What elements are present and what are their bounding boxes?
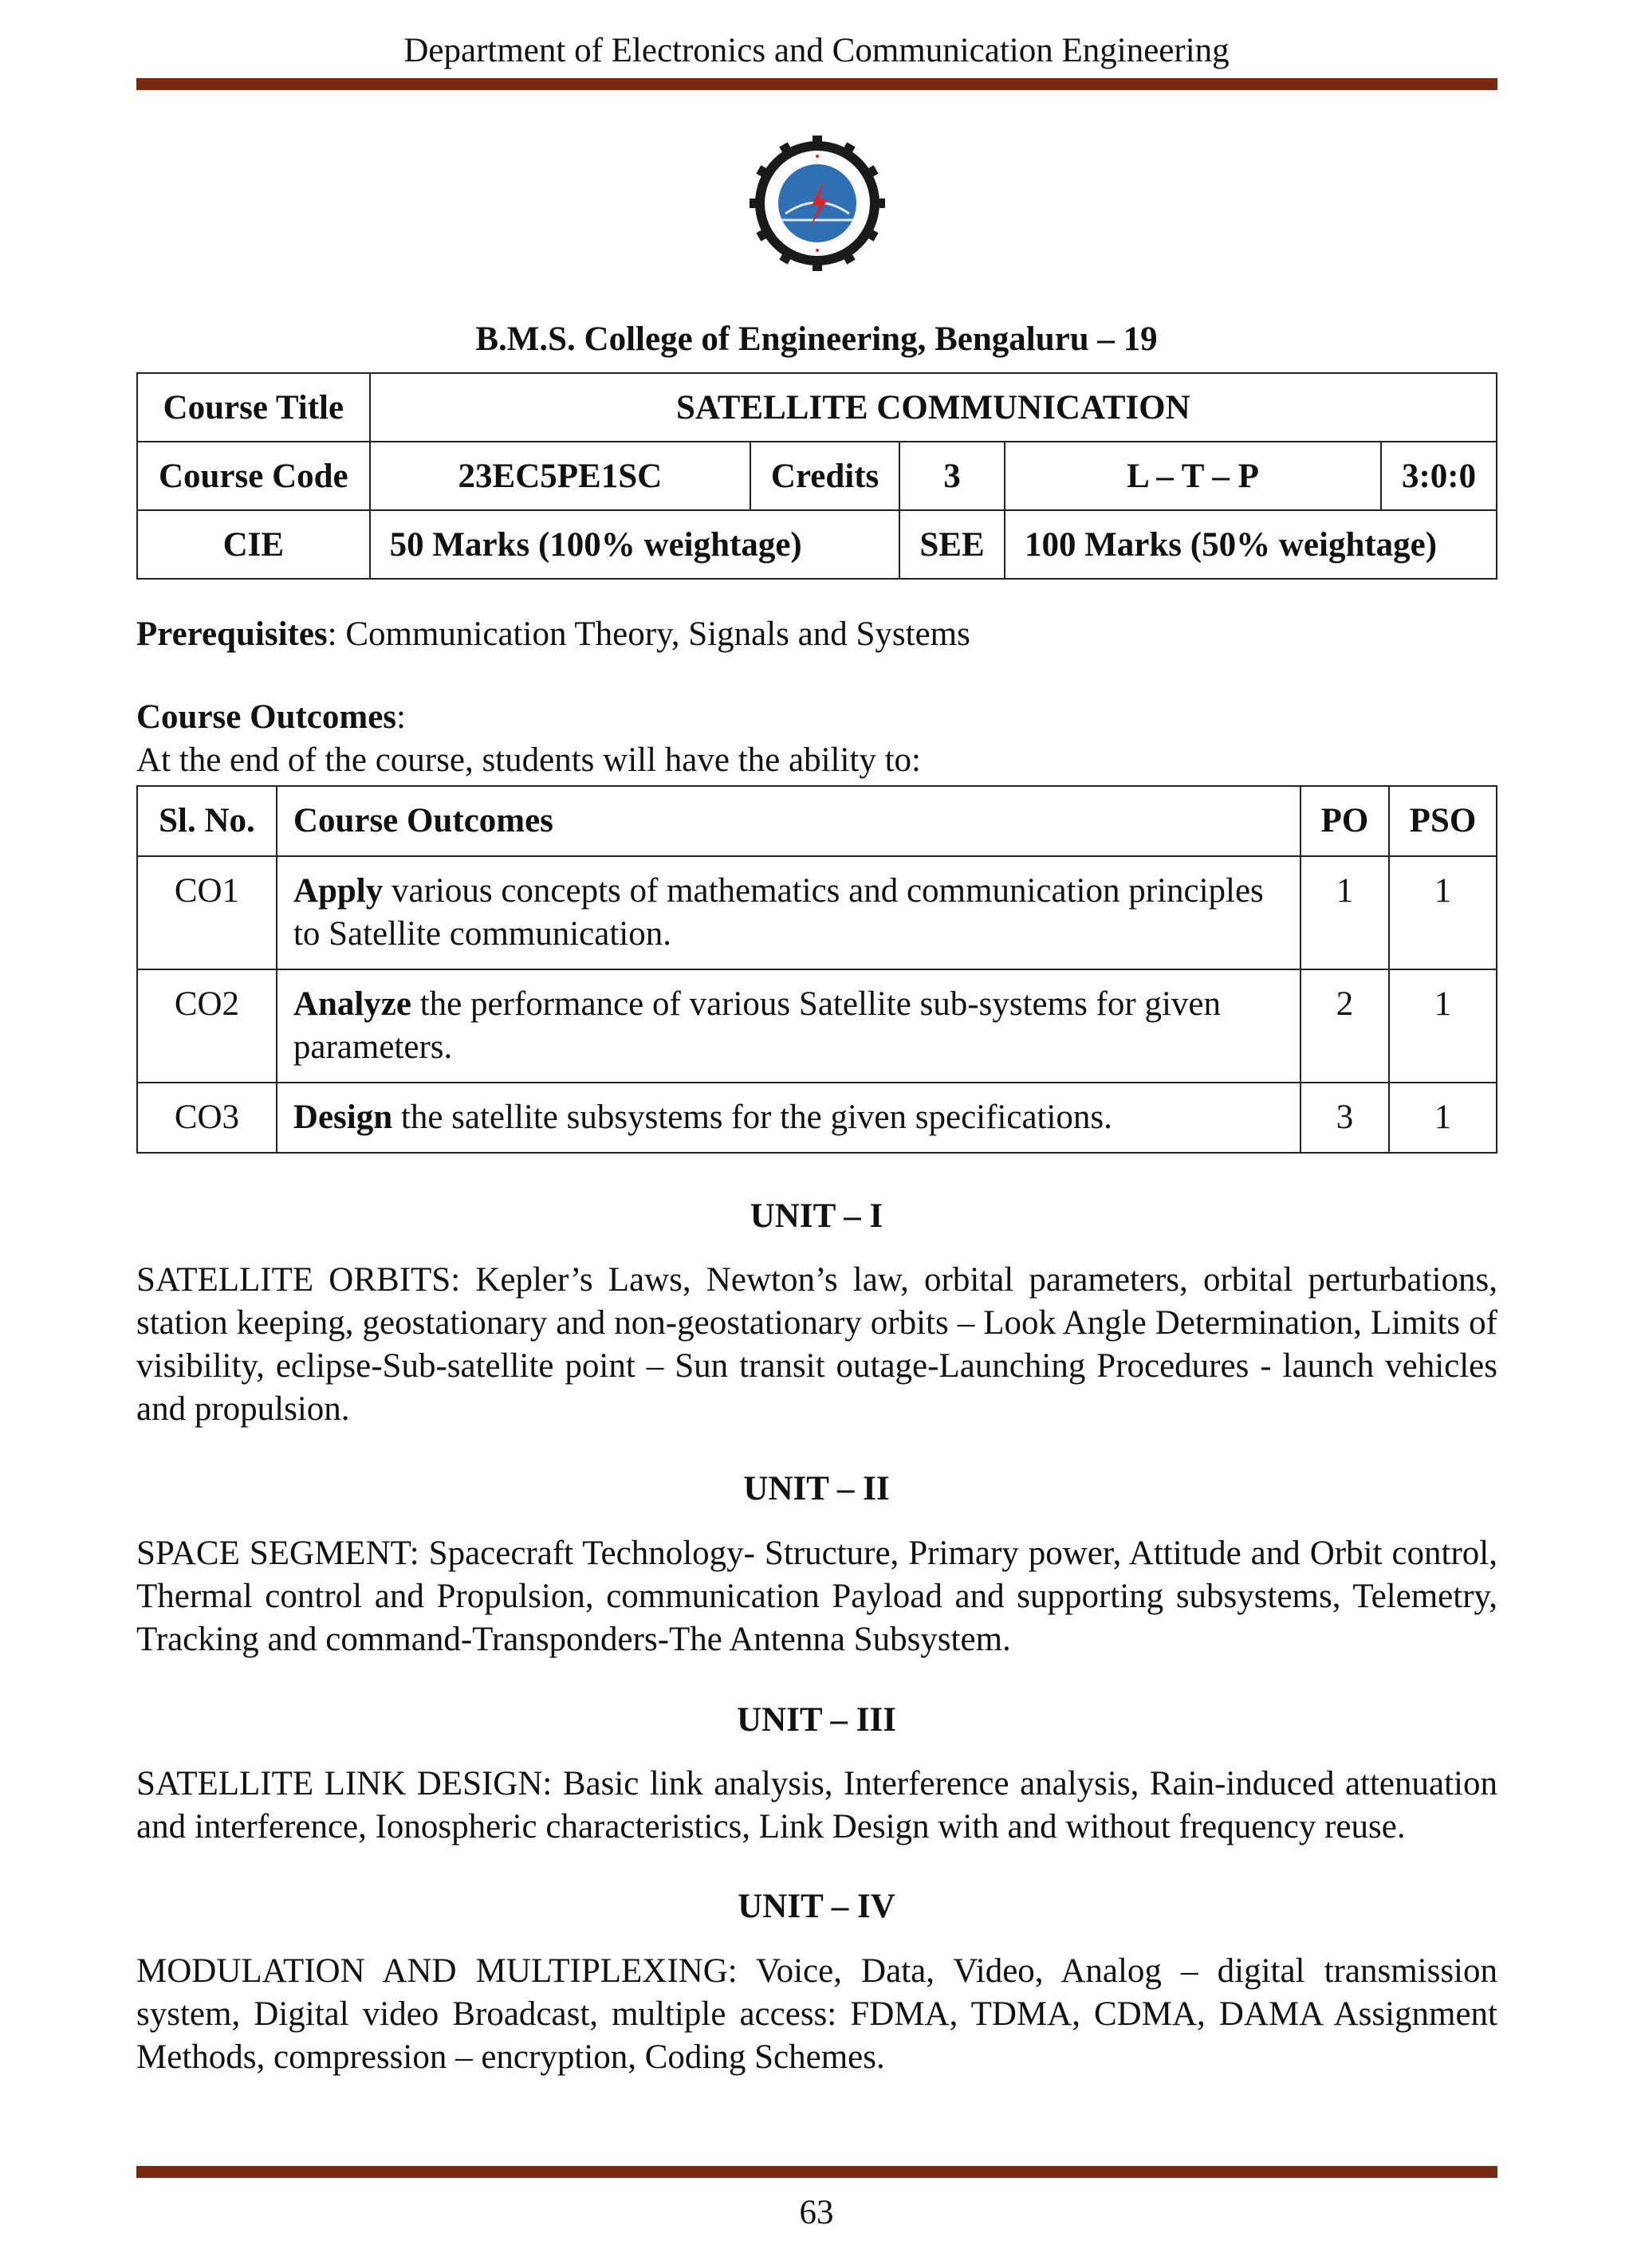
page-header-department: Department of Electronics and Communication Engineering bbox=[403, 32, 1230, 69]
see-value: 100 Marks (50% weightage) bbox=[1005, 510, 1497, 579]
co-id: CO3 bbox=[137, 1083, 277, 1153]
course-title-row bbox=[137, 373, 1497, 442]
co-id: CO1 bbox=[137, 856, 277, 969]
course-code-label: Course Code bbox=[137, 442, 370, 510]
course-outcomes-heading bbox=[136, 695, 406, 740]
prerequisites-text: : Communication Theory, Signals and Systems bbox=[327, 615, 970, 653]
header-rule bbox=[136, 78, 1497, 90]
co-po: 3 bbox=[1300, 1083, 1389, 1153]
course-title-label: Course Title bbox=[137, 373, 370, 442]
course-code-row bbox=[137, 442, 1497, 510]
table-row bbox=[137, 969, 1497, 1083]
co-pso: 1 bbox=[1389, 969, 1497, 1083]
co-id: CO2 bbox=[137, 969, 277, 1083]
prerequisites bbox=[136, 612, 970, 657]
co-description bbox=[277, 1083, 1300, 1153]
co-text: the satellite subsystems for the given specifications. bbox=[392, 1099, 1112, 1136]
course-outcomes-table bbox=[136, 785, 1497, 1154]
co-pso: 1 bbox=[1389, 856, 1497, 969]
co-verb: Apply bbox=[293, 872, 384, 910]
course-outcomes-intro: At the end of the course, students will have the ability to: bbox=[136, 741, 922, 779]
unit-4-body: MODULATION AND MULTIPLEXING: Voice, Data, Video, Analog – digital transmission system, Digital video Broadcast, multiple access: FDMA, TDMA, CDMA, DAMA Assignment Methods, compression – encryption, Coding Schemes. bbox=[136, 1952, 1497, 2076]
co-po: 1 bbox=[1300, 856, 1389, 969]
column-header-pso: PSO bbox=[1389, 786, 1497, 856]
credits-label: Credits bbox=[750, 442, 899, 510]
table-header-row bbox=[137, 786, 1497, 856]
ltp-label: L – T – P bbox=[1005, 442, 1381, 510]
college-name: B.M.S. College of Engineering, Bengaluru – 19 bbox=[475, 320, 1158, 358]
footer-rule bbox=[136, 2166, 1497, 2178]
unit-1-title: UNIT – I bbox=[750, 1197, 883, 1235]
unit-4-title: UNIT – IV bbox=[738, 1888, 895, 1925]
co-verb: Design bbox=[293, 1099, 393, 1136]
college-logo bbox=[750, 136, 885, 271]
cie-value: 50 Marks (100% weightage) bbox=[370, 510, 899, 579]
unit-1-body: SATELLITE ORBITS: Kepler’s Laws, Newton’s law, orbital parameters, orbital perturbations, station keeping, geostationary and non-geostationary orbits – Look Angle Determination, Limits of visibility, eclipse-Sub-satellite point – Sun transit outage-Launching Procedures - launch vehicles and propulsion. bbox=[136, 1261, 1497, 1428]
co-pso: 1 bbox=[1389, 1083, 1497, 1153]
cie-see-row bbox=[137, 510, 1497, 579]
table-row bbox=[137, 856, 1497, 969]
column-header-po: PO bbox=[1300, 786, 1389, 856]
co-description bbox=[277, 856, 1300, 969]
course-outcomes-heading-colon: : bbox=[396, 698, 406, 736]
page-number: 63 bbox=[799, 2194, 834, 2231]
prerequisites-label: Prerequisites bbox=[136, 615, 328, 653]
course-outcomes-heading-label: Course Outcomes bbox=[136, 698, 397, 736]
co-description bbox=[277, 969, 1300, 1083]
ltp-value: 3:0:0 bbox=[1381, 442, 1497, 510]
unit-2-title: UNIT – II bbox=[743, 1470, 890, 1507]
course-code-value: 23EC5PE1SC bbox=[370, 442, 750, 510]
column-header-sl-no: Sl. No. bbox=[137, 786, 277, 856]
unit-3-title: UNIT – III bbox=[737, 1701, 896, 1739]
credits-value: 3 bbox=[899, 442, 1005, 510]
course-info-table bbox=[136, 372, 1497, 580]
see-label: SEE bbox=[899, 510, 1005, 579]
course-title-value: SATELLITE COMMUNICATION bbox=[370, 373, 1497, 442]
co-text: various concepts of mathematics and communication principles to Satellite communication. bbox=[293, 872, 1264, 953]
cie-label: CIE bbox=[137, 510, 370, 579]
co-verb: Analyze bbox=[293, 985, 411, 1023]
co-po: 2 bbox=[1300, 969, 1389, 1083]
co-text: the performance of various Satellite sub-systems for given parameters. bbox=[293, 985, 1221, 1066]
unit-2-body: SPACE SEGMENT: Spacecraft Technology- Structure, Primary power, Attitude and Orbit control, Thermal control and Propulsion, communication Payload and supporting subsystems, Telemetry, Tracking and command-Transponders-The Antenna Subsystem. bbox=[136, 1535, 1497, 1658]
table-row bbox=[137, 1083, 1497, 1153]
column-header-course-outcomes: Course Outcomes bbox=[277, 786, 1300, 856]
unit-3-body: SATELLITE LINK DESIGN: Basic link analysis, Interference analysis, Rain-induced attenuation and interference, Ionospheric characteristics, Link Design with and without frequency reuse. bbox=[136, 1765, 1497, 1845]
